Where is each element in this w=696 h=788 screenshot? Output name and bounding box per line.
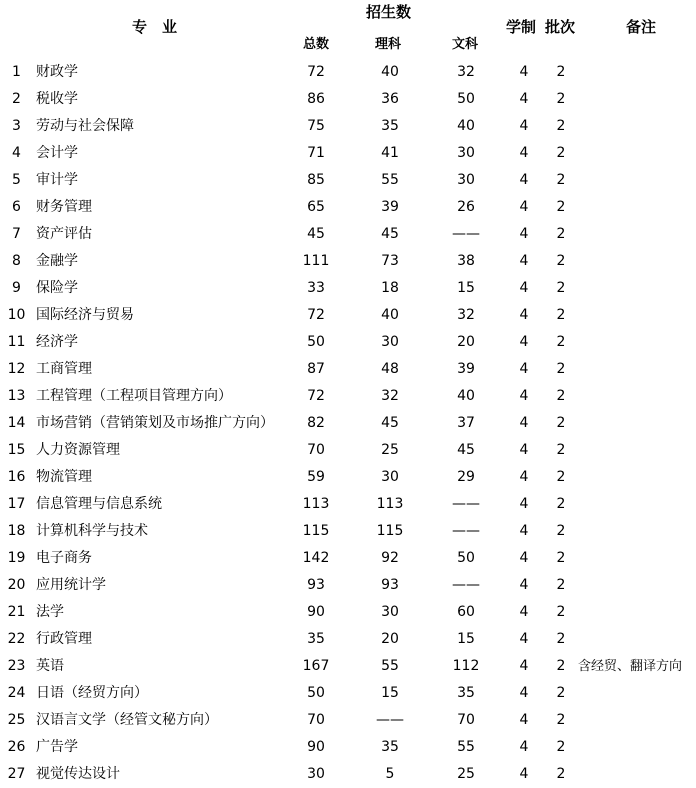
science-count: 45 — [381, 415, 399, 431]
arts-count: 50 — [457, 91, 475, 107]
header-batch: 批次 — [545, 18, 576, 36]
header-science: 理科 — [375, 37, 402, 52]
total-count: 115 — [302, 523, 330, 539]
science-count: 15 — [381, 685, 399, 701]
arts-count: —— — [452, 496, 480, 512]
arts-count: 30 — [457, 172, 475, 188]
years-value: 4 — [519, 172, 529, 188]
arts-count: —— — [452, 523, 480, 539]
row-number: 9 — [12, 280, 21, 296]
row-number: 3 — [12, 118, 21, 134]
arts-count: 25 — [457, 766, 475, 782]
years-value: 4 — [519, 388, 529, 404]
table-row — [0, 356, 696, 383]
table-row — [0, 383, 696, 410]
row-number: 25 — [7, 712, 26, 728]
table-row — [0, 437, 696, 464]
arts-count: 112 — [452, 658, 480, 674]
arts-count: 32 — [457, 64, 475, 80]
batch-value: 2 — [556, 604, 566, 620]
row-number: 24 — [7, 685, 26, 701]
arts-count: 55 — [457, 739, 475, 755]
batch-value: 2 — [556, 226, 566, 242]
science-count: 113 — [376, 496, 404, 512]
science-count: 41 — [381, 145, 399, 161]
years-value: 4 — [519, 145, 529, 161]
total-count: 72 — [307, 307, 325, 323]
major-name: 人力资源管理 — [36, 442, 120, 458]
total-count: 113 — [302, 496, 330, 512]
table-row — [0, 221, 696, 248]
row-number: 23 — [7, 658, 26, 674]
science-count: 18 — [381, 280, 399, 296]
years-value: 4 — [519, 253, 529, 269]
major-name: 会计学 — [36, 145, 78, 161]
science-count: 32 — [381, 388, 399, 404]
arts-count: 32 — [457, 307, 475, 323]
header-total: 总数 — [303, 37, 330, 52]
arts-count: 37 — [457, 415, 475, 431]
batch-value: 2 — [556, 388, 566, 404]
science-count: 30 — [381, 469, 399, 485]
table-row — [0, 59, 696, 86]
years-value: 4 — [519, 118, 529, 134]
total-count: 90 — [307, 739, 325, 755]
science-count: 5 — [385, 766, 395, 782]
science-count: —— — [376, 712, 404, 728]
total-count: 111 — [302, 253, 330, 269]
batch-value: 2 — [556, 334, 566, 350]
table-row — [0, 491, 696, 518]
years-value: 4 — [519, 631, 529, 647]
years-value: 4 — [519, 334, 529, 350]
batch-value: 2 — [556, 496, 566, 512]
arts-count: —— — [452, 577, 480, 593]
total-count: 87 — [307, 361, 325, 377]
row-number: 10 — [7, 307, 26, 323]
total-count: 72 — [307, 64, 325, 80]
row-number: 14 — [7, 415, 26, 431]
table-row — [0, 194, 696, 221]
science-count: 25 — [381, 442, 399, 458]
years-value: 4 — [519, 523, 529, 539]
batch-value: 2 — [556, 307, 566, 323]
major-name: 财政学 — [36, 64, 78, 80]
batch-value: 2 — [556, 712, 566, 728]
years-value: 4 — [519, 739, 529, 755]
years-value: 4 — [519, 604, 529, 620]
header-remark: 备注 — [626, 18, 657, 36]
major-name: 审计学 — [36, 172, 78, 188]
major-name: 劳动与社会保障 — [36, 118, 134, 134]
batch-value: 2 — [556, 145, 566, 161]
batch-value: 2 — [556, 523, 566, 539]
batch-value: 2 — [556, 91, 566, 107]
years-value: 4 — [519, 496, 529, 512]
major-name: 保险学 — [36, 280, 78, 296]
arts-count: 26 — [457, 199, 475, 215]
science-count: 40 — [381, 307, 399, 323]
total-count: 30 — [307, 766, 325, 782]
arts-count: 15 — [457, 631, 475, 647]
row-number: 2 — [12, 91, 21, 107]
row-number: 26 — [7, 739, 26, 755]
row-number: 27 — [7, 766, 26, 782]
science-count: 55 — [381, 658, 399, 674]
total-count: 85 — [307, 172, 325, 188]
row-number: 4 — [12, 145, 21, 161]
years-value: 4 — [519, 199, 529, 215]
major-name: 财务管理 — [36, 199, 92, 215]
major-name: 国际经济与贸易 — [36, 307, 134, 323]
row-number: 19 — [7, 550, 26, 566]
arts-count: 40 — [457, 118, 475, 134]
total-count: 70 — [307, 712, 325, 728]
major-name: 英语 — [36, 658, 64, 674]
science-count: 30 — [381, 334, 399, 350]
science-count: 115 — [376, 523, 404, 539]
science-count: 35 — [381, 739, 399, 755]
total-count: 90 — [307, 604, 325, 620]
arts-count: 40 — [457, 388, 475, 404]
arts-count: 39 — [457, 361, 475, 377]
science-count: 48 — [381, 361, 399, 377]
table-row — [0, 653, 696, 680]
total-count: 167 — [302, 658, 330, 674]
years-value: 4 — [519, 307, 529, 323]
table-row — [0, 734, 696, 761]
table-row — [0, 302, 696, 329]
batch-value: 2 — [556, 577, 566, 593]
major-name: 汉语言文学（经管文秘方向） — [36, 712, 218, 728]
total-count: 45 — [307, 226, 325, 242]
years-value: 4 — [519, 280, 529, 296]
major-name: 经济学 — [36, 334, 78, 350]
batch-value: 2 — [556, 469, 566, 485]
row-number: 18 — [7, 523, 26, 539]
science-count: 20 — [381, 631, 399, 647]
table-row — [0, 680, 696, 707]
row-number: 15 — [7, 442, 26, 458]
table-row — [0, 707, 696, 734]
enrollment-table — [0, 59, 696, 788]
table-row — [0, 113, 696, 140]
years-value: 4 — [519, 766, 529, 782]
row-number: 16 — [7, 469, 26, 485]
years-value: 4 — [519, 685, 529, 701]
science-count: 73 — [381, 253, 399, 269]
total-count: 59 — [307, 469, 325, 485]
row-number: 5 — [12, 172, 21, 188]
header-years: 学制 — [506, 18, 537, 36]
arts-count: 50 — [457, 550, 475, 566]
major-name: 行政管理 — [36, 631, 92, 647]
years-value: 4 — [519, 442, 529, 458]
table-row — [0, 518, 696, 545]
table-row — [0, 599, 696, 626]
table-row — [0, 545, 696, 572]
science-count: 40 — [381, 64, 399, 80]
total-count: 65 — [307, 199, 325, 215]
major-name: 工商管理 — [36, 361, 92, 377]
science-count: 30 — [381, 604, 399, 620]
table-row — [0, 329, 696, 356]
row-number: 17 — [7, 496, 26, 512]
row-number: 13 — [7, 388, 26, 404]
table-row — [0, 275, 696, 302]
major-name: 资产评估 — [36, 226, 92, 242]
science-count: 45 — [381, 226, 399, 242]
total-count: 86 — [307, 91, 325, 107]
arts-count: 60 — [457, 604, 475, 620]
batch-value: 2 — [556, 442, 566, 458]
row-number: 1 — [12, 64, 21, 80]
batch-value: 2 — [556, 766, 566, 782]
total-count: 33 — [307, 280, 325, 296]
batch-value: 2 — [556, 415, 566, 431]
row-number: 12 — [7, 361, 26, 377]
table-row — [0, 140, 696, 167]
batch-value: 2 — [556, 253, 566, 269]
batch-value: 2 — [556, 64, 566, 80]
years-value: 4 — [519, 226, 529, 242]
total-count: 70 — [307, 442, 325, 458]
row-number: 11 — [7, 334, 26, 350]
table-row — [0, 626, 696, 653]
major-name: 电子商务 — [36, 550, 92, 566]
major-name: 计算机科学与技术 — [36, 523, 148, 539]
years-value: 4 — [519, 64, 529, 80]
years-value: 4 — [519, 91, 529, 107]
table-row — [0, 572, 696, 599]
science-count: 36 — [381, 91, 399, 107]
header-arts: 文科 — [452, 37, 479, 52]
major-name: 税收学 — [36, 91, 78, 107]
header-enrollment: 招生数 — [366, 3, 412, 21]
arts-count: 35 — [457, 685, 475, 701]
major-name: 信息管理与信息系统 — [36, 496, 162, 512]
years-value: 4 — [519, 469, 529, 485]
major-name: 物流管理 — [36, 469, 92, 485]
science-count: 93 — [381, 577, 399, 593]
batch-value: 2 — [556, 199, 566, 215]
batch-value: 2 — [556, 361, 566, 377]
total-count: 35 — [307, 631, 325, 647]
years-value: 4 — [519, 415, 529, 431]
years-value: 4 — [519, 658, 529, 674]
years-value: 4 — [519, 577, 529, 593]
table-row — [0, 248, 696, 275]
science-count: 55 — [381, 172, 399, 188]
years-value: 4 — [519, 550, 529, 566]
batch-value: 2 — [556, 172, 566, 188]
arts-count: —— — [452, 226, 480, 242]
arts-count: 20 — [457, 334, 475, 350]
total-count: 142 — [302, 550, 330, 566]
table-row — [0, 167, 696, 194]
batch-value: 2 — [556, 685, 566, 701]
batch-value: 2 — [556, 118, 566, 134]
total-count: 71 — [307, 145, 325, 161]
arts-count: 15 — [457, 280, 475, 296]
table-row — [0, 410, 696, 437]
total-count: 72 — [307, 388, 325, 404]
major-name: 广告学 — [36, 739, 78, 755]
total-count: 82 — [307, 415, 325, 431]
total-count: 75 — [307, 118, 325, 134]
major-name: 视觉传达设计 — [36, 766, 120, 782]
arts-count: 70 — [457, 712, 475, 728]
arts-count: 38 — [457, 253, 475, 269]
row-number: 21 — [7, 604, 26, 620]
arts-count: 45 — [457, 442, 475, 458]
row-number: 8 — [12, 253, 21, 269]
major-name: 法学 — [36, 604, 64, 620]
total-count: 50 — [307, 334, 325, 350]
major-name: 应用统计学 — [36, 577, 106, 593]
arts-count: 29 — [457, 469, 475, 485]
remark-text: 含经贸、翻译方向 — [578, 659, 683, 674]
table-row — [0, 464, 696, 491]
science-count: 39 — [381, 199, 399, 215]
header-major: 专 业 — [132, 18, 178, 36]
years-value: 4 — [519, 712, 529, 728]
row-number: 7 — [12, 226, 21, 242]
major-name: 市场营销（营销策划及市场推广方向） — [36, 415, 274, 431]
batch-value: 2 — [556, 550, 566, 566]
batch-value: 2 — [556, 631, 566, 647]
major-name: 金融学 — [36, 253, 78, 269]
major-name: 工程管理（工程项目管理方向） — [36, 388, 232, 404]
years-value: 4 — [519, 361, 529, 377]
row-number: 6 — [12, 199, 21, 215]
table-row — [0, 86, 696, 113]
science-count: 35 — [381, 118, 399, 134]
total-count: 50 — [307, 685, 325, 701]
batch-value: 2 — [556, 658, 566, 674]
arts-count: 30 — [457, 145, 475, 161]
batch-value: 2 — [556, 739, 566, 755]
total-count: 93 — [307, 577, 325, 593]
batch-value: 2 — [556, 280, 566, 296]
major-name: 日语（经贸方向） — [36, 685, 148, 701]
science-count: 92 — [381, 550, 399, 566]
row-number: 22 — [7, 631, 26, 647]
row-number: 20 — [7, 577, 26, 593]
